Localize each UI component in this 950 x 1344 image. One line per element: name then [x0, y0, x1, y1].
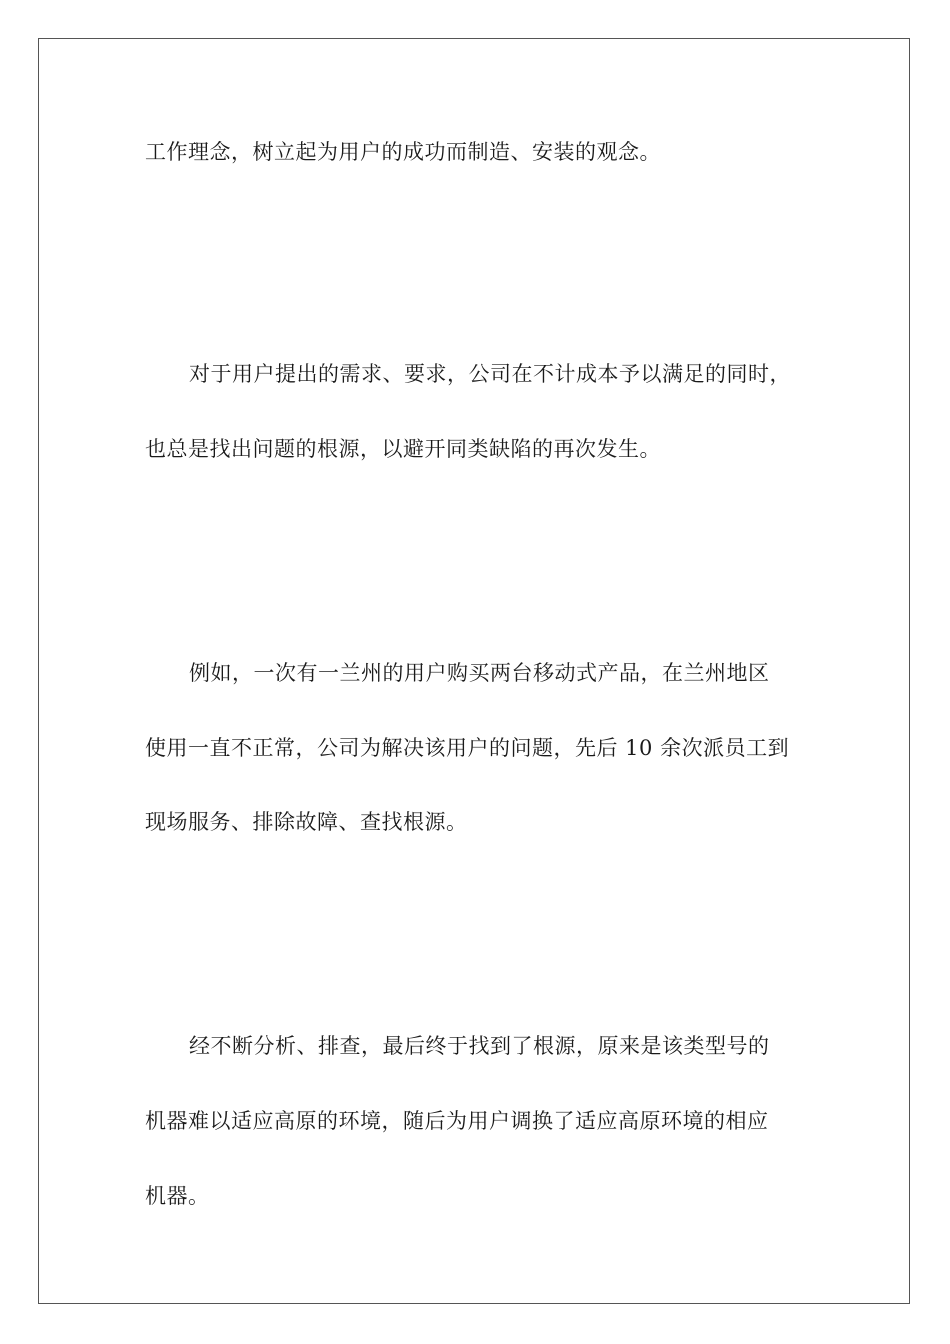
paragraph-1-line-1: 工作理念，树立起为用户的成功而制造、安装的观念。	[145, 140, 661, 164]
paragraph-3-line-3: 现场服务、排除故障、查找根源。	[145, 810, 468, 834]
paragraph-4-line-2: 机器难以适应高原的环境，随后为用户调换了适应高原环境的相应	[145, 1109, 769, 1133]
paragraph-2-line-2: 也总是找出问题的根源，以避开同类缺陷的再次发生。	[145, 437, 661, 461]
paragraph-4-line-1: 经不断分析、排查，最后终于找到了根源，原来是该类型号的	[189, 1034, 770, 1058]
paragraph-4-line-3: 机器。	[145, 1184, 210, 1208]
paragraph-3-line-2: 使用一直不正常，公司为解决该用户的问题，先后 10 余次派员工到	[145, 736, 790, 760]
paragraph-3-line-1: 例如，一次有一兰州的用户购买两台移动式产品，在兰州地区	[189, 661, 770, 685]
paragraph-2-line-1: 对于用户提出的需求、要求，公司在不计成本予以满足的同时，	[189, 362, 791, 386]
